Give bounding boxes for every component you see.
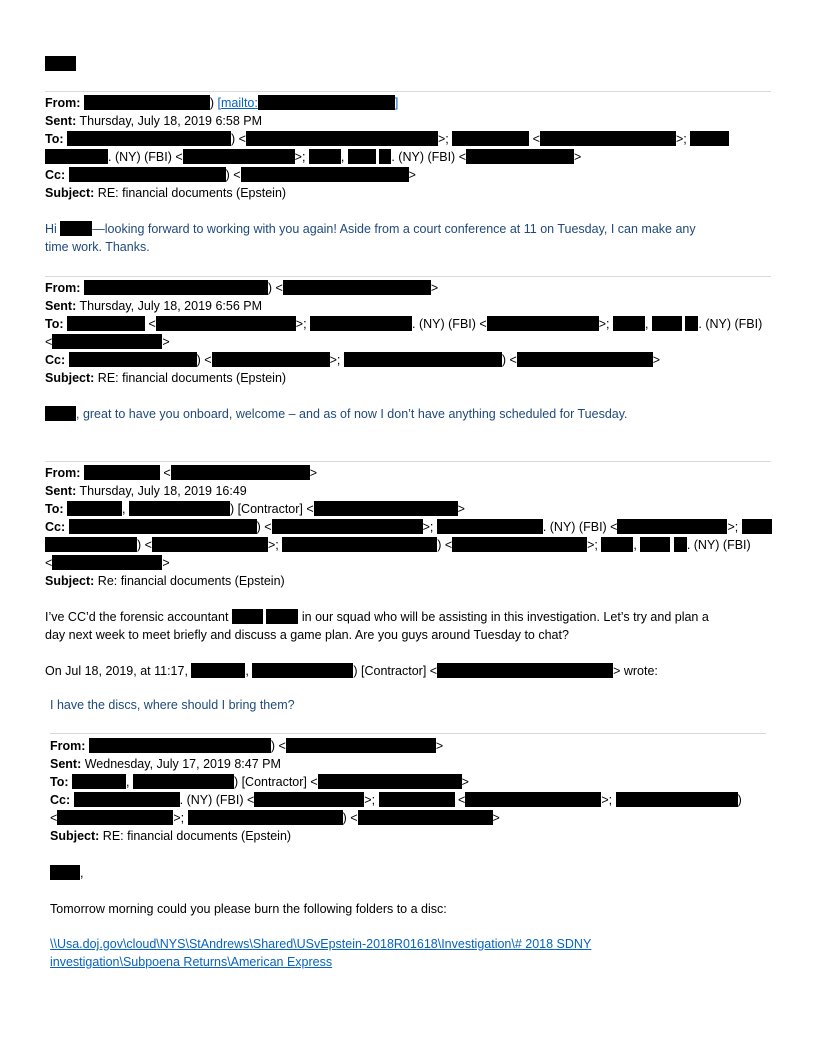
redaction-block [69, 519, 257, 534]
redaction-block [171, 465, 310, 480]
redaction-block [254, 792, 364, 807]
redaction-block [616, 792, 738, 807]
text: Hi [45, 222, 61, 236]
from-label: From: [50, 739, 86, 753]
text: >; [437, 132, 453, 146]
msg3-sent-line [45, 482, 247, 500]
redaction-block [690, 131, 729, 146]
redaction-block [314, 501, 458, 516]
text: , [340, 150, 348, 164]
sent-value: Thursday, July 18, 2019 6:58 PM [76, 114, 263, 128]
text: >; [364, 793, 379, 807]
msg2-to-line-2 [45, 333, 170, 351]
text: < [45, 335, 53, 349]
text: >; [329, 353, 344, 367]
redaction-block [69, 167, 226, 182]
text: > [461, 775, 469, 789]
text: ) [737, 793, 742, 807]
msg3-cc-line-3 [45, 554, 170, 572]
from-label: From: [45, 281, 81, 295]
redaction-block [452, 537, 587, 552]
msg4-cc-line-2 [50, 809, 500, 827]
divider [45, 91, 771, 92]
redaction-block [67, 316, 145, 331]
msg2-from-line [45, 279, 438, 297]
redaction-block [57, 810, 173, 825]
text: > [652, 353, 661, 367]
redaction-block [283, 280, 431, 295]
redaction-block [84, 95, 210, 110]
text: >; [598, 317, 613, 331]
msg4-body-line [50, 900, 447, 918]
redaction-block [67, 501, 122, 516]
text: . (NY) (FBI) < [108, 150, 183, 164]
msg2-sent-line [45, 297, 262, 315]
redaction-block [72, 774, 126, 789]
redaction-block [52, 555, 162, 570]
msg2-cc-line [45, 351, 660, 369]
text: > [430, 281, 439, 295]
redaction-block [282, 537, 437, 552]
text: < [454, 793, 466, 807]
msg3-from-line [45, 464, 317, 482]
redaction-block [685, 316, 698, 331]
text: . (NY) (FBI) [686, 538, 751, 552]
sent-value: Wednesday, July 17, 2019 8:47 PM [81, 757, 281, 771]
redaction-block [452, 131, 529, 146]
redaction-block [487, 316, 599, 331]
mailto-link-end[interactable]: ] [394, 96, 399, 110]
subject-label: Subject: [45, 186, 95, 200]
text: < [159, 466, 171, 480]
text: , [122, 502, 129, 516]
text: ) < [225, 168, 241, 182]
redaction-block [84, 465, 160, 480]
redaction-block [613, 316, 645, 331]
from-label: From: [45, 466, 81, 480]
redaction-block [517, 352, 653, 367]
text: ) < [437, 538, 453, 552]
redaction-block [601, 537, 633, 552]
sent-label: Sent: [45, 484, 77, 498]
msg4-greeting-line [50, 864, 83, 882]
redaction-block [540, 131, 676, 146]
redaction-block [258, 95, 395, 110]
redaction-block [133, 774, 234, 789]
redaction-block [74, 792, 180, 807]
text: day next week to meet briefly and discuss a game plan. Are you guys around Tuesday to chat? [45, 628, 569, 642]
text: >; [601, 793, 616, 807]
text: , [644, 317, 652, 331]
msg2-subject-line [45, 369, 286, 387]
msg4-from-line [50, 737, 443, 755]
redaction-block [465, 792, 601, 807]
subject-value: RE: financial documents (Epstein) [94, 186, 287, 200]
cc-label: Cc: [50, 793, 71, 807]
msg4-link-line-2 [50, 953, 332, 971]
text: >; [587, 538, 602, 552]
redaction-block [466, 149, 574, 164]
subject-label: Subject: [45, 371, 95, 385]
sent-label: Sent: [45, 299, 77, 313]
header-redaction-line [45, 55, 76, 73]
sent-label: Sent: [50, 757, 82, 771]
divider [45, 461, 771, 462]
msg4-subject-line [50, 827, 291, 845]
text: > [574, 150, 582, 164]
redaction-block [152, 537, 268, 552]
redaction-block [742, 519, 772, 534]
subject-value: RE: financial documents (Epstein) [99, 829, 292, 843]
text: , [126, 775, 133, 789]
redaction-block [212, 352, 330, 367]
msg3-cc-line [45, 518, 772, 536]
divider [50, 733, 766, 734]
text: > [162, 335, 170, 349]
text: . (NY) (FBI) < [542, 520, 618, 534]
redaction-block [252, 663, 353, 678]
text: ) < [196, 353, 212, 367]
redaction-block [358, 810, 493, 825]
redaction-block [188, 810, 343, 825]
msg2-to-line [45, 315, 762, 333]
text: ) [209, 96, 218, 110]
text: ) [Contractor] < [233, 775, 318, 789]
divider [45, 276, 771, 277]
text: >; [267, 538, 283, 552]
text: >; [675, 132, 691, 146]
redaction-block [437, 663, 613, 678]
cc-label: Cc: [45, 168, 66, 182]
text: < [50, 811, 58, 825]
text: ) < [231, 132, 246, 146]
redaction-block [652, 316, 682, 331]
redaction-block [310, 316, 412, 331]
text: , [633, 538, 641, 552]
text: >; [173, 811, 188, 825]
text: On Jul 18, 2019, at 11:17, [45, 664, 192, 678]
text: >; [294, 150, 309, 164]
text: >; [727, 520, 742, 534]
redaction-block [437, 519, 543, 534]
msg4-to-line [50, 773, 469, 791]
subject-value: Re: financial documents (Epstein) [94, 574, 285, 588]
from-label: From: [45, 96, 81, 110]
text: ) [Contractor] < [353, 664, 438, 678]
subject-label: Subject: [45, 574, 95, 588]
text: , [80, 866, 84, 880]
text: ) < [342, 811, 358, 825]
text: ) < [256, 520, 272, 534]
redaction-block [50, 865, 80, 880]
redaction-block [89, 738, 271, 753]
text: in our squad who will be assisting in this investigation. Let’s try and plan a [298, 610, 709, 624]
text: , [245, 664, 253, 678]
sent-value: Thursday, July 18, 2019 6:56 PM [76, 299, 263, 313]
text: > [457, 502, 465, 516]
text: >; [295, 317, 311, 331]
text: >; [422, 520, 437, 534]
text: I have the discs, where should I bring them? [50, 698, 295, 712]
text: . (NY) (FBI) < [391, 150, 466, 164]
mailto-link[interactable]: [mailto: [217, 96, 258, 110]
msg3-quote-line [50, 696, 295, 714]
text: < [45, 556, 53, 570]
redaction-block [232, 609, 263, 624]
redaction-block [45, 406, 76, 421]
redaction-block [246, 131, 438, 146]
redaction-block [183, 149, 295, 164]
redaction-block [191, 663, 245, 678]
to-label: To: [50, 775, 69, 789]
redaction-block [69, 352, 197, 367]
to-label: To: [45, 502, 64, 516]
msg1-body-line-2 [45, 238, 150, 256]
msg1-to-line [45, 130, 729, 148]
redaction-block [379, 792, 455, 807]
msg1-to-line-2 [45, 148, 581, 166]
redaction-block [318, 774, 462, 789]
redaction-block [129, 501, 230, 516]
redaction-block [52, 334, 162, 349]
text: > [162, 556, 170, 570]
text: . (NY) (FBI) [698, 317, 763, 331]
redaction-block [348, 149, 376, 164]
msg4-link-line-1 [50, 935, 591, 953]
msg3-cc-line-2 [45, 536, 751, 554]
text: > [309, 466, 317, 480]
text: ) < [501, 353, 517, 367]
msg2-body-line [45, 405, 628, 423]
msg3-on-wrote-line [45, 662, 658, 680]
text: > wrote: [613, 664, 658, 678]
msg1-sent-line [45, 112, 262, 130]
redaction-block [84, 280, 268, 295]
text: . (NY) (FBI) < [412, 317, 487, 331]
text: ) < [270, 739, 286, 753]
msg3-to-line [45, 500, 465, 518]
sent-label: Sent: [45, 114, 77, 128]
text: < [145, 317, 156, 331]
redaction-block [266, 609, 298, 624]
text: I’ve CC’d the forensic accountant [45, 610, 232, 624]
subject-value: RE: financial documents (Epstein) [94, 371, 287, 385]
to-label: To: [45, 132, 64, 146]
msg4-cc-line [50, 791, 742, 809]
cc-label: Cc: [45, 520, 66, 534]
text: , great to have you onboard, welcome – and as of now I don’t have anything scheduled for Tuesday. [76, 407, 628, 421]
msg1-cc-line [45, 166, 416, 184]
redaction-block [156, 316, 296, 331]
text: ) < [137, 538, 152, 552]
msg3-body-line-1 [45, 608, 709, 626]
text: . (NY) (FBI) < [179, 793, 255, 807]
text: ) [Contractor] < [229, 502, 314, 516]
redaction-block [640, 537, 670, 552]
sent-value: Thursday, July 18, 2019 16:49 [76, 484, 247, 498]
to-label: To: [45, 317, 64, 331]
subject-label: Subject: [50, 829, 100, 843]
text: ) < [267, 281, 283, 295]
redaction-block [272, 519, 423, 534]
redaction-block [67, 131, 231, 146]
msg1-subject-line [45, 184, 286, 202]
redaction-block [309, 149, 341, 164]
text: time work. Thanks. [45, 240, 150, 254]
text: < [529, 132, 540, 146]
redaction-block [60, 221, 92, 236]
msg3-body-line-2 [45, 626, 569, 644]
redaction-block [45, 537, 137, 552]
redaction-block [379, 149, 391, 164]
folder-path-link-continued[interactable]: investigation\Subpoena Returns\American Express [50, 955, 333, 969]
redaction-block [45, 149, 108, 164]
msg1-body-line-1 [45, 220, 696, 238]
text: > [408, 168, 416, 182]
redaction-block [286, 738, 436, 753]
redaction-block [617, 519, 727, 534]
msg4-sent-line [50, 755, 281, 773]
redaction-block [45, 56, 76, 71]
cc-label: Cc: [45, 353, 66, 367]
redaction-block [674, 537, 687, 552]
text: > [492, 811, 500, 825]
redaction-block [344, 352, 502, 367]
folder-path-link[interactable]: \\Usa.doj.gov\cloud\NYS\StAndrews\Shared\USvEpstein-2018R01618\Investigation\# 2018 SDNY [50, 937, 592, 951]
msg1-from-line [45, 94, 398, 112]
msg3-subject-line [45, 572, 285, 590]
text: Tomorrow morning could you please burn the following folders to a disc: [50, 902, 447, 916]
text: > [435, 739, 444, 753]
text: —looking forward to working with you again! Aside from a court conference at 11 on Tuesday, I can make any [92, 222, 696, 236]
redaction-block [241, 167, 409, 182]
